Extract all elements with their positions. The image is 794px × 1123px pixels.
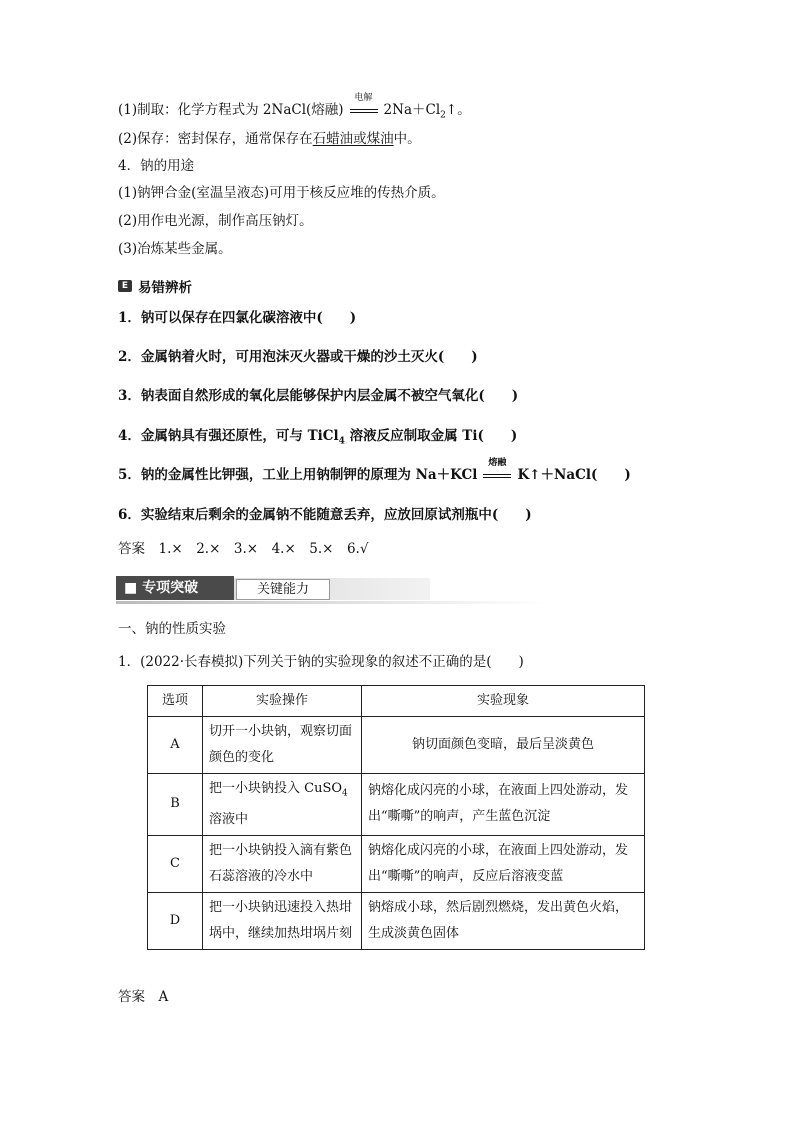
op-subscript: 4 [342, 788, 348, 799]
condition-label: 电解 [354, 93, 373, 103]
row-operation: 切开一小块钠，观察切面颜色的变化 [203, 717, 362, 774]
judge-item-5 [118, 458, 631, 484]
section-banner [116, 576, 430, 603]
use-item-1: (1)钠钾合金(室温呈液态)可用于核反应堆的传热介质。 [118, 185, 445, 201]
row-operation: 把一小块钠迅速投入热坩埚中，继续加热坩埚片刻 [203, 892, 362, 949]
use-item-3: (3)冶炼某些金属。 [118, 241, 232, 257]
tag-icon: E [118, 280, 132, 292]
melt-condition [483, 458, 511, 484]
row-phenomenon: 钠切面颜色变暗，最后呈淡黄色 [362, 717, 645, 774]
storage-text: (2)保存：密封保存，通常保存在 [118, 131, 313, 147]
judge-item-3: 3．钠表面自然形成的氧化层能够保护内层金属不被空气氧化( ) [118, 388, 519, 404]
melt-label: 熔融 [488, 458, 507, 468]
row-option: C [148, 835, 203, 892]
prep-product: 2Na＋Cl [383, 102, 441, 118]
part1-title: 一、钠的性质实验 [118, 621, 226, 637]
judge-item-6: 6．实验结束后剩余的金属钠不能随意丢弃，应放回原试剂瓶中( ) [118, 507, 532, 523]
op-end: 溶液中 [209, 811, 249, 827]
row-operation [203, 774, 362, 836]
header-operation: 实验操作 [203, 686, 362, 717]
row-option: A [148, 717, 203, 774]
use-item-2: (2)用作电光源，制作高压钠灯。 [118, 213, 313, 229]
answer-2: 答案 A [118, 989, 169, 1005]
prep-end: ↑。 [445, 102, 471, 118]
uses-heading: 4．钠的用途 [118, 158, 195, 174]
q4-end: 溶液反应制取金属 Ti( ) [344, 428, 518, 444]
row-operation: 把一小块钠投入滴有紫色石蕊溶液的冷水中 [203, 835, 362, 892]
table-row [148, 835, 645, 892]
cl-subscript: 2 [440, 110, 446, 121]
experiment-table [147, 685, 645, 950]
electrolysis-condition [350, 93, 378, 119]
storage-line [118, 130, 421, 148]
question-1: 1．(2022·长春模拟)下列关于钠的实验现象的叙述不正确的是( ) [118, 654, 524, 670]
banner-title: ■ 专项突破 [116, 576, 234, 600]
row-phenomenon: 钠熔化成闪亮的小球，在液面上四处游动，发出“嘶嘶”的响声，反应后溶液变蓝 [362, 835, 645, 892]
table-row [148, 774, 645, 836]
prep-equation [118, 93, 471, 125]
q4-subscript: 4 [338, 436, 345, 447]
q5-text: 5．钠的金属性比钾强，工业上用钠制钾的原理为 Na＋KCl [118, 467, 478, 483]
row-phenomenon: 钠熔化成闪亮的小球，在液面上四处游动，发出“嘶嘶”的响声，产生蓝色沉淀 [362, 774, 645, 836]
error-analysis-tag [118, 276, 192, 296]
header-phenomenon: 实验现象 [362, 686, 645, 717]
row-option: B [148, 774, 203, 836]
judge-item-1: 1．钠可以保存在四氯化碳溶液中( ) [118, 310, 357, 326]
row-phenomenon: 钠熔成小球，然后剧烈燃烧，发出黄色火焰，生成淡黄色固体 [362, 892, 645, 949]
header-option: 选项 [148, 686, 203, 717]
judge-item-2: 2．金属钠着火时，可用泡沫灭火器或干燥的沙土灭火( ) [118, 349, 478, 365]
tag-label: 易错辨析 [138, 280, 192, 296]
table-row [148, 892, 645, 949]
q5-end: K↑＋NaCl( ) [517, 467, 631, 483]
storage-underlined: 石蜡油或煤油 [312, 131, 394, 147]
row-option: D [148, 892, 203, 949]
op-text: 把一小块钠投入 CuSO [209, 781, 343, 796]
banner-subtitle: 关键能力 [236, 579, 330, 600]
q4-text: 4．金属钠具有强还原性，可与 TiCl [118, 428, 339, 444]
judge-answer: 答案 1.× 2.× 3.× 4.× 5.× 6.√ [118, 541, 369, 557]
prep-text: (1)制取：化学方程式为 2NaCl(熔融) [118, 102, 344, 118]
table-header [148, 686, 645, 717]
table-row [148, 717, 645, 774]
judge-item-4 [118, 427, 517, 451]
storage-end: 中。 [393, 131, 421, 147]
